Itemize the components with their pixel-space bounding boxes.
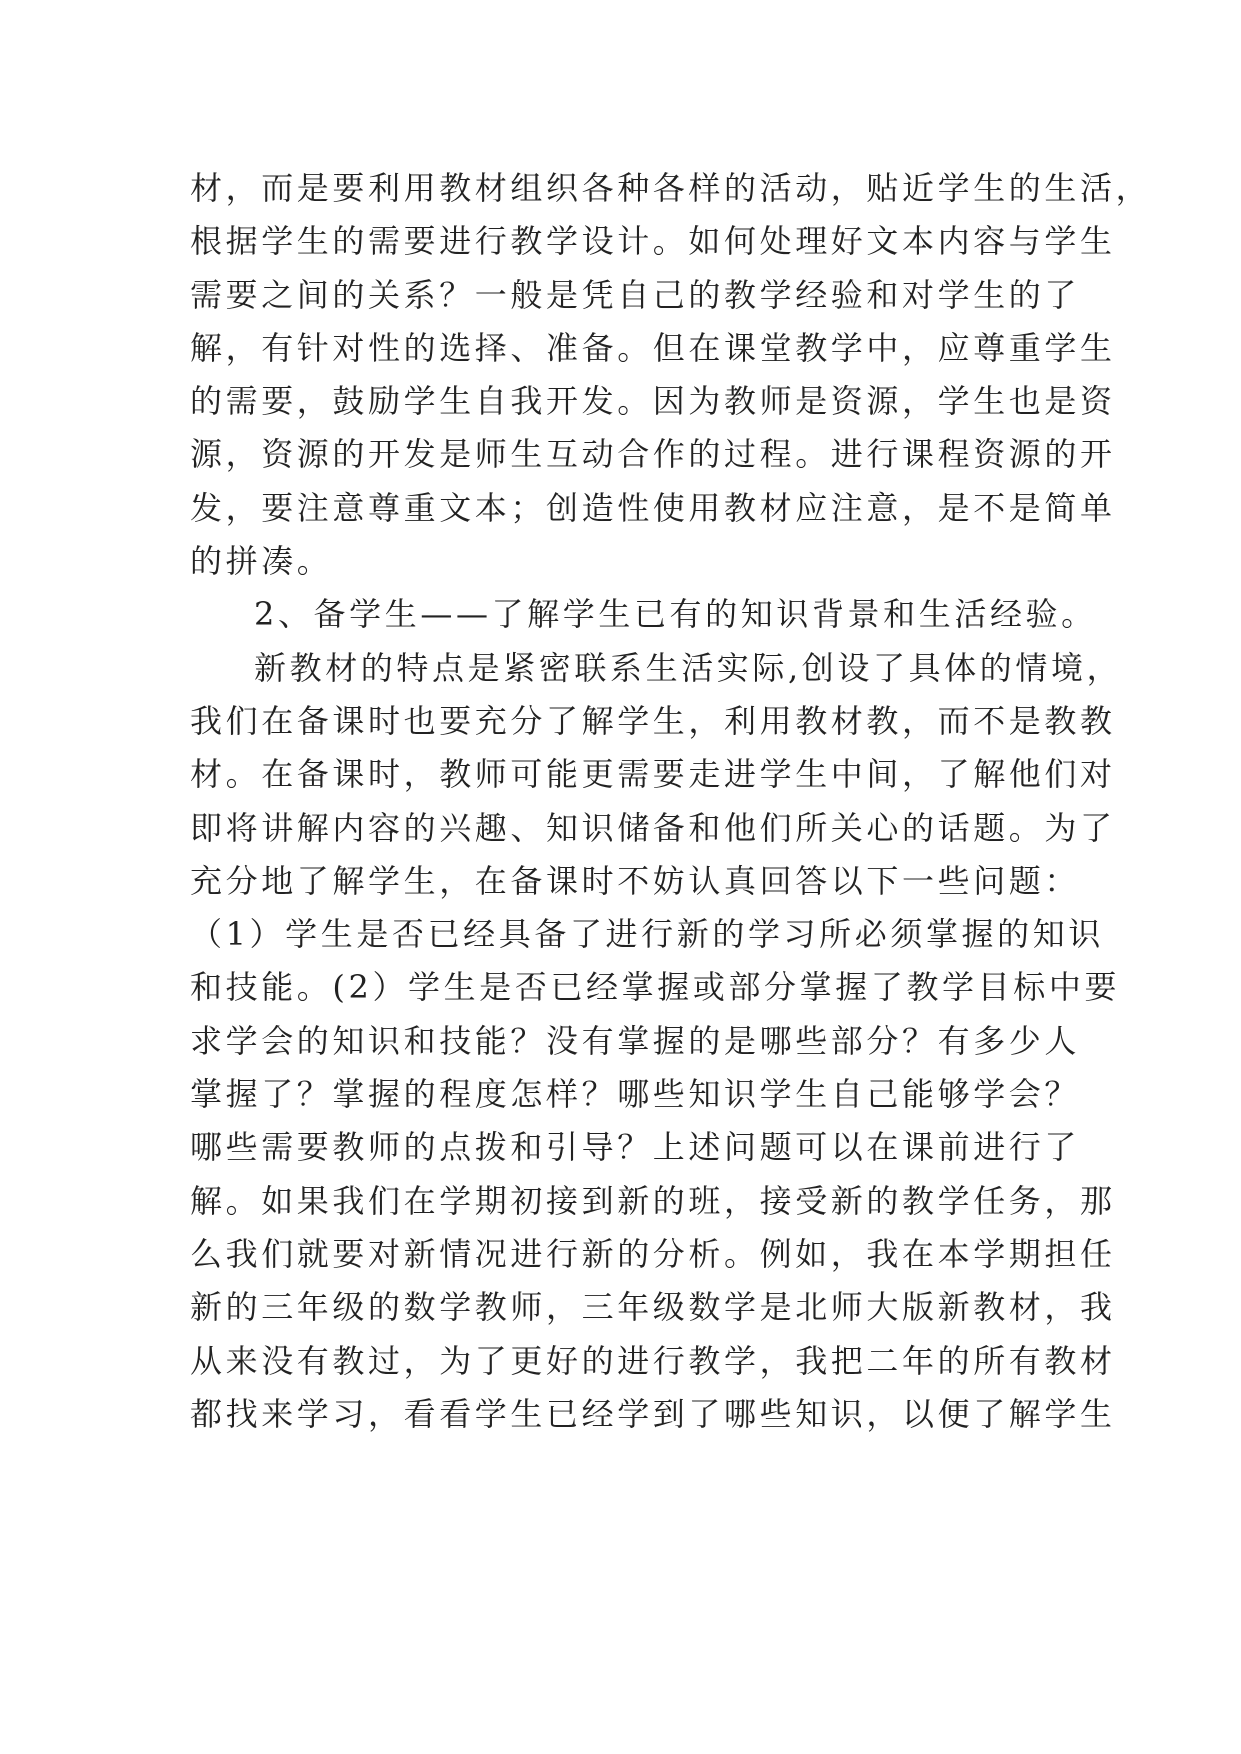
text-line: 求学会的知识和技能？没有掌握的是哪些部分？有多少人 xyxy=(190,1021,1081,1060)
text-line: 根据学生的需要进行教学设计。如何处理好文本内容与学生 xyxy=(190,222,1116,261)
text-line: 充分地了解学生，在备课时不妨认真回答以下一些问题： xyxy=(190,861,1081,900)
text-line: 新的三年级的数学教师，三年级数学是北师大版新教材，我 xyxy=(190,1288,1116,1327)
text-line: 都找来学习，看看学生已经学到了哪些知识，以便了解学生 xyxy=(190,1394,1116,1433)
text-line: 哪些需要教师的点拨和引导？上述问题可以在课前进行了 xyxy=(190,1128,1081,1167)
text-line: 掌握了？掌握的程度怎样？哪些知识学生自己能够学会？ xyxy=(190,1075,1081,1114)
text-line: 么我们就要对新情况进行新的分析。例如，我在本学期担任 xyxy=(190,1234,1116,1273)
text-line: 的需要，鼓励学生自我开发。因为教师是资源，学生也是资 xyxy=(190,382,1116,421)
text-line: 和技能。(2）学生是否已经掌握或部分掌握了教学目标中要 xyxy=(190,968,1121,1007)
text-line: 解，有针对性的选择、准备。但在课堂教学中，应尊重学生 xyxy=(190,328,1116,367)
text-line: 我们在备课时也要充分了解学生，利用教材教，而不是教教 xyxy=(190,701,1116,740)
text-line: 发，要注意尊重文本；创造性使用教材应注意，是不是简单 xyxy=(190,488,1116,527)
text-line: 解。如果我们在学期初接到新的班，接受新的教学任务，那 xyxy=(190,1181,1116,1220)
text-line: 新教材的特点是紧密联系生活实际,创设了具体的情境， xyxy=(254,648,1123,687)
text-line: （1）学生是否已经具备了进行新的学习所必须掌握的知识 xyxy=(190,915,1104,954)
text-line: 源，资源的开发是师生互动合作的过程。进行课程资源的开 xyxy=(190,435,1116,474)
text-line: 需要之间的关系？一般是凭自己的教学经验和对学生的了 xyxy=(190,275,1081,314)
text-line: 即将讲解内容的兴趣、知识储备和他们所关心的话题。为了 xyxy=(190,808,1116,847)
text-line: 从来没有教过，为了更好的进行教学，我把二年的所有教材 xyxy=(190,1341,1116,1380)
body-text xyxy=(190,162,1152,1441)
text-line: 的拼凑。 xyxy=(190,542,333,581)
section-heading: 2、备学生——了解学生已有的知识背景和生活经验。 xyxy=(254,595,1097,634)
text-line: 材，而是要利用教材组织各种各样的活动，贴近学生的生活， xyxy=(190,169,1152,207)
text-line: 材。在备课时，教师可能更需要走进学生中间，了解他们对 xyxy=(190,755,1116,794)
